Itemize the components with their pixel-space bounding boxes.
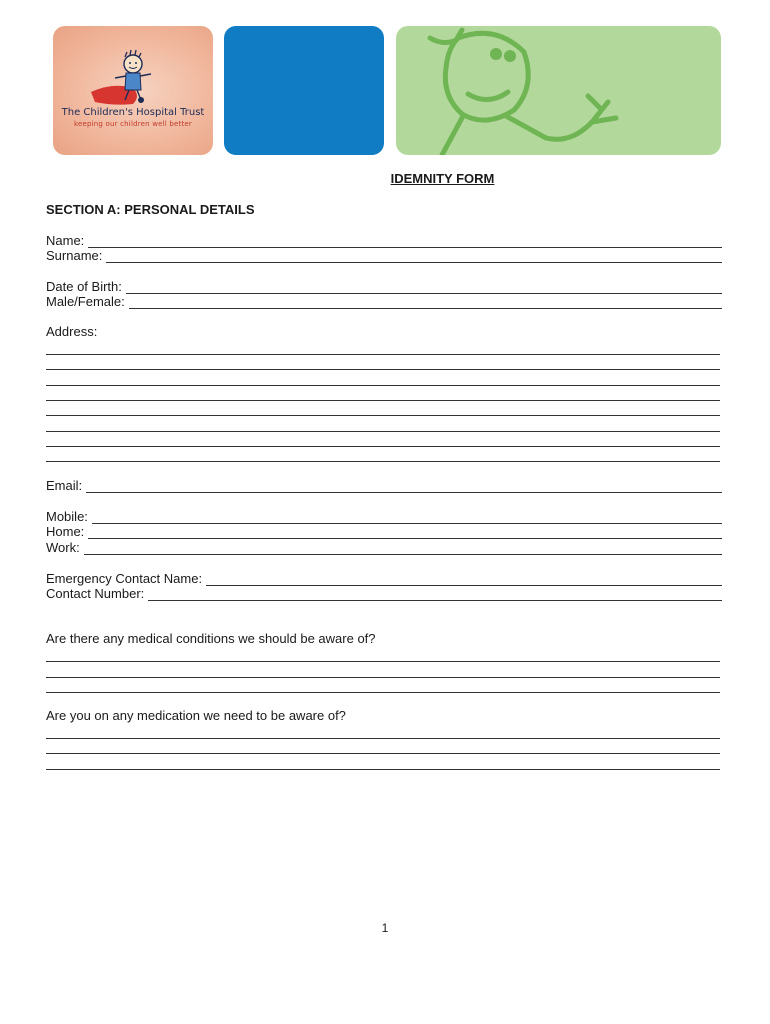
work-line[interactable] <box>84 543 722 555</box>
surname-line[interactable] <box>106 251 722 263</box>
green-doodle-panel <box>396 26 721 155</box>
address-label: Address: <box>46 324 98 339</box>
dob-label: Date of Birth: <box>46 279 122 294</box>
dob-field[interactable] <box>46 278 722 294</box>
address-line[interactable] <box>46 415 720 416</box>
home-line[interactable] <box>88 527 722 539</box>
medication-line[interactable] <box>46 738 720 739</box>
blue-panel <box>224 26 384 155</box>
gender-line[interactable] <box>129 297 722 309</box>
name-field[interactable] <box>46 232 722 248</box>
address-line[interactable] <box>46 400 720 401</box>
gender-label: Male/Female: <box>46 294 125 309</box>
mobile-label: Mobile: <box>46 509 88 524</box>
medication-line[interactable] <box>46 769 720 770</box>
address-line[interactable] <box>46 369 720 370</box>
work-label: Work: <box>46 540 80 555</box>
email-field[interactable] <box>46 477 722 493</box>
page-number: 1 <box>381 921 389 935</box>
emergency-contact-label: Emergency Contact Name: <box>46 571 203 586</box>
home-label: Home: <box>46 524 85 539</box>
logo-title: The Children's Hospital Trust <box>61 107 205 118</box>
contact-number-label: Contact Number: <box>46 586 145 601</box>
medical-conditions-line[interactable] <box>46 661 720 662</box>
name-label: Name: <box>46 233 85 248</box>
medical-conditions-line[interactable] <box>46 692 720 693</box>
child-logo-icon <box>53 26 213 155</box>
medication-question: Are you on any medication we need to be aware of? <box>46 708 346 723</box>
logo-panel <box>53 26 213 155</box>
address-line[interactable] <box>46 354 720 355</box>
address-line[interactable] <box>46 446 720 447</box>
contact-number-field[interactable] <box>46 585 722 601</box>
address-line[interactable] <box>46 385 720 386</box>
work-field[interactable] <box>46 539 722 555</box>
email-label: Email: <box>46 478 83 493</box>
medical-conditions-question: Are there any medical conditions we should be aware of? <box>46 631 376 646</box>
stick-figure-doodle-icon <box>396 26 721 155</box>
emergency-contact-field[interactable] <box>46 570 722 586</box>
gender-field[interactable] <box>46 293 722 309</box>
home-field[interactable] <box>46 523 722 539</box>
address-line[interactable] <box>46 431 720 432</box>
surname-field[interactable] <box>46 247 722 263</box>
address-line[interactable] <box>46 461 720 462</box>
contact-number-line[interactable] <box>148 589 722 601</box>
email-line[interactable] <box>86 481 722 493</box>
medical-conditions-line[interactable] <box>46 677 720 678</box>
form-title: IDEMNITY FORM <box>390 171 495 186</box>
surname-label: Surname: <box>46 248 103 263</box>
section-a-heading: SECTION A: PERSONAL DETAILS <box>46 202 255 217</box>
medication-line[interactable] <box>46 753 720 754</box>
logo-tagline: keeping our children well better <box>73 120 192 128</box>
mobile-field[interactable] <box>46 508 722 524</box>
